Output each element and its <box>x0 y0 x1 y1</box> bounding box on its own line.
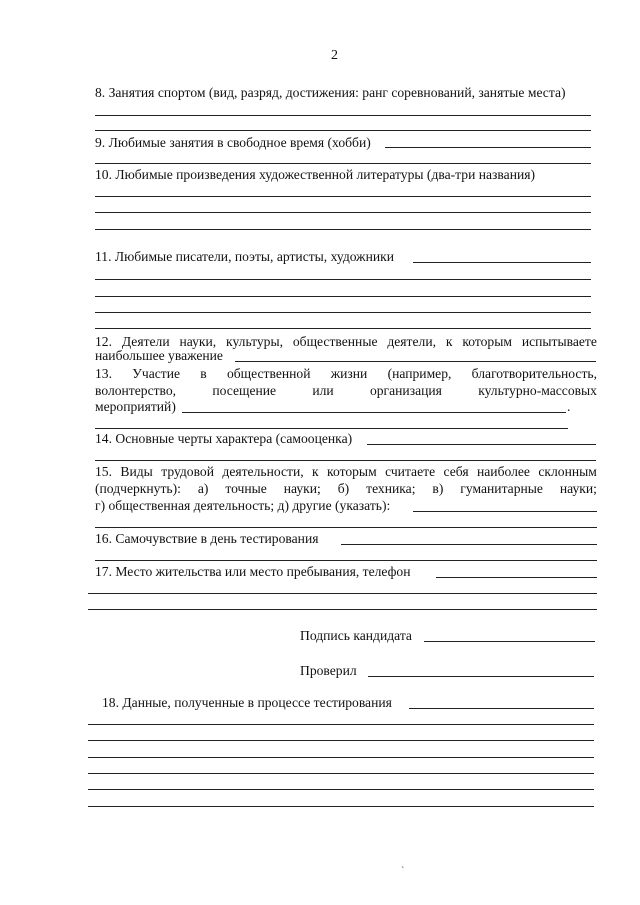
answer-line-8-1[interactable] <box>95 115 591 116</box>
checked-by-label: Проверил <box>300 663 357 678</box>
question-11-label: 11. Любимые писатели, поэты, артисты, художники <box>95 249 395 264</box>
answer-line-10-2[interactable] <box>95 212 591 213</box>
answer-field-13[interactable] <box>182 412 566 413</box>
answer-line-10-3[interactable] <box>95 229 591 230</box>
answer-line-18-3[interactable] <box>88 757 594 758</box>
question-8-label: 8. Занятия спортом (вид, разряд, достижения: ранг соревнований, занятые места) <box>95 85 566 100</box>
answer-line-11-4[interactable] <box>95 328 591 329</box>
question-18-label: 18. Данные, полученные в процессе тестирования <box>102 695 392 710</box>
answer-line-15-1[interactable] <box>95 527 597 528</box>
question-15-line-2: (подчеркнуть): а) точные науки; б) техника; в) гуманитарные науки; <box>95 481 597 496</box>
answer-line-8-2[interactable] <box>95 130 591 131</box>
question-9-label: 9. Любимые занятия в свободное время (хобби) <box>95 135 371 150</box>
answer-line-18-1[interactable] <box>88 724 594 725</box>
question-13-period: . <box>567 399 571 414</box>
answer-line-14-1[interactable] <box>95 460 596 461</box>
answer-line-18-4[interactable] <box>88 773 594 774</box>
answer-line-11-1[interactable] <box>95 279 591 280</box>
scan-mark: ` <box>401 866 405 877</box>
answer-field-9[interactable] <box>385 147 591 148</box>
signature-field[interactable] <box>424 641 595 642</box>
answer-field-15[interactable] <box>413 511 597 512</box>
question-12-line-1: 12. Деятели науки, культуры, общественные деятели, к которым испытываете <box>95 334 597 349</box>
question-13-line-1: 13. Участие в общественной жизни (например, благотворительность, <box>95 366 597 381</box>
answer-line-9-1[interactable] <box>95 163 591 164</box>
question-10-label: 10. Любимые произведения художественной литературы (два-три названия) <box>95 167 536 182</box>
answer-field-14[interactable] <box>367 444 596 445</box>
answer-field-17[interactable] <box>436 577 597 578</box>
answer-line-16-1[interactable] <box>95 560 597 561</box>
question-13-line-2: волонтерство, посещение или организация культурно-массовых <box>95 383 597 398</box>
answer-field-12[interactable] <box>235 361 596 362</box>
answer-line-18-2[interactable] <box>88 740 594 741</box>
answer-line-17-2[interactable] <box>88 609 597 610</box>
answer-field-11[interactable] <box>413 262 591 263</box>
question-15-line-1: 15. Виды трудовой деятельности, к которым считаете себя наиболее склонным <box>95 464 597 479</box>
answer-line-13-1[interactable] <box>95 428 568 429</box>
question-13-line-3: мероприятий) <box>95 399 176 414</box>
answer-line-11-3[interactable] <box>95 312 591 313</box>
answer-line-18-5[interactable] <box>88 789 594 790</box>
page-number: 2 <box>331 48 338 63</box>
answer-field-16[interactable] <box>341 544 597 545</box>
answer-line-17-1[interactable] <box>88 593 597 594</box>
question-17-label: 17. Место жительства или место пребывания, телефон <box>95 564 411 579</box>
answer-line-11-2[interactable] <box>95 296 591 297</box>
question-15-line-3: г) общественная деятельность; д) другие (указать): <box>95 498 391 513</box>
answer-field-18[interactable] <box>409 708 594 709</box>
checked-by-field[interactable] <box>368 676 594 677</box>
signature-label: Подпись кандидата <box>300 628 412 643</box>
answer-line-10-1[interactable] <box>95 196 591 197</box>
question-16-label: 16. Самочувствие в день тестирования <box>95 531 319 546</box>
answer-line-18-6[interactable] <box>88 806 594 807</box>
question-14-label: 14. Основные черты характера (самооценка) <box>95 431 353 446</box>
question-12-line-2: наибольшее уважение <box>95 348 223 363</box>
